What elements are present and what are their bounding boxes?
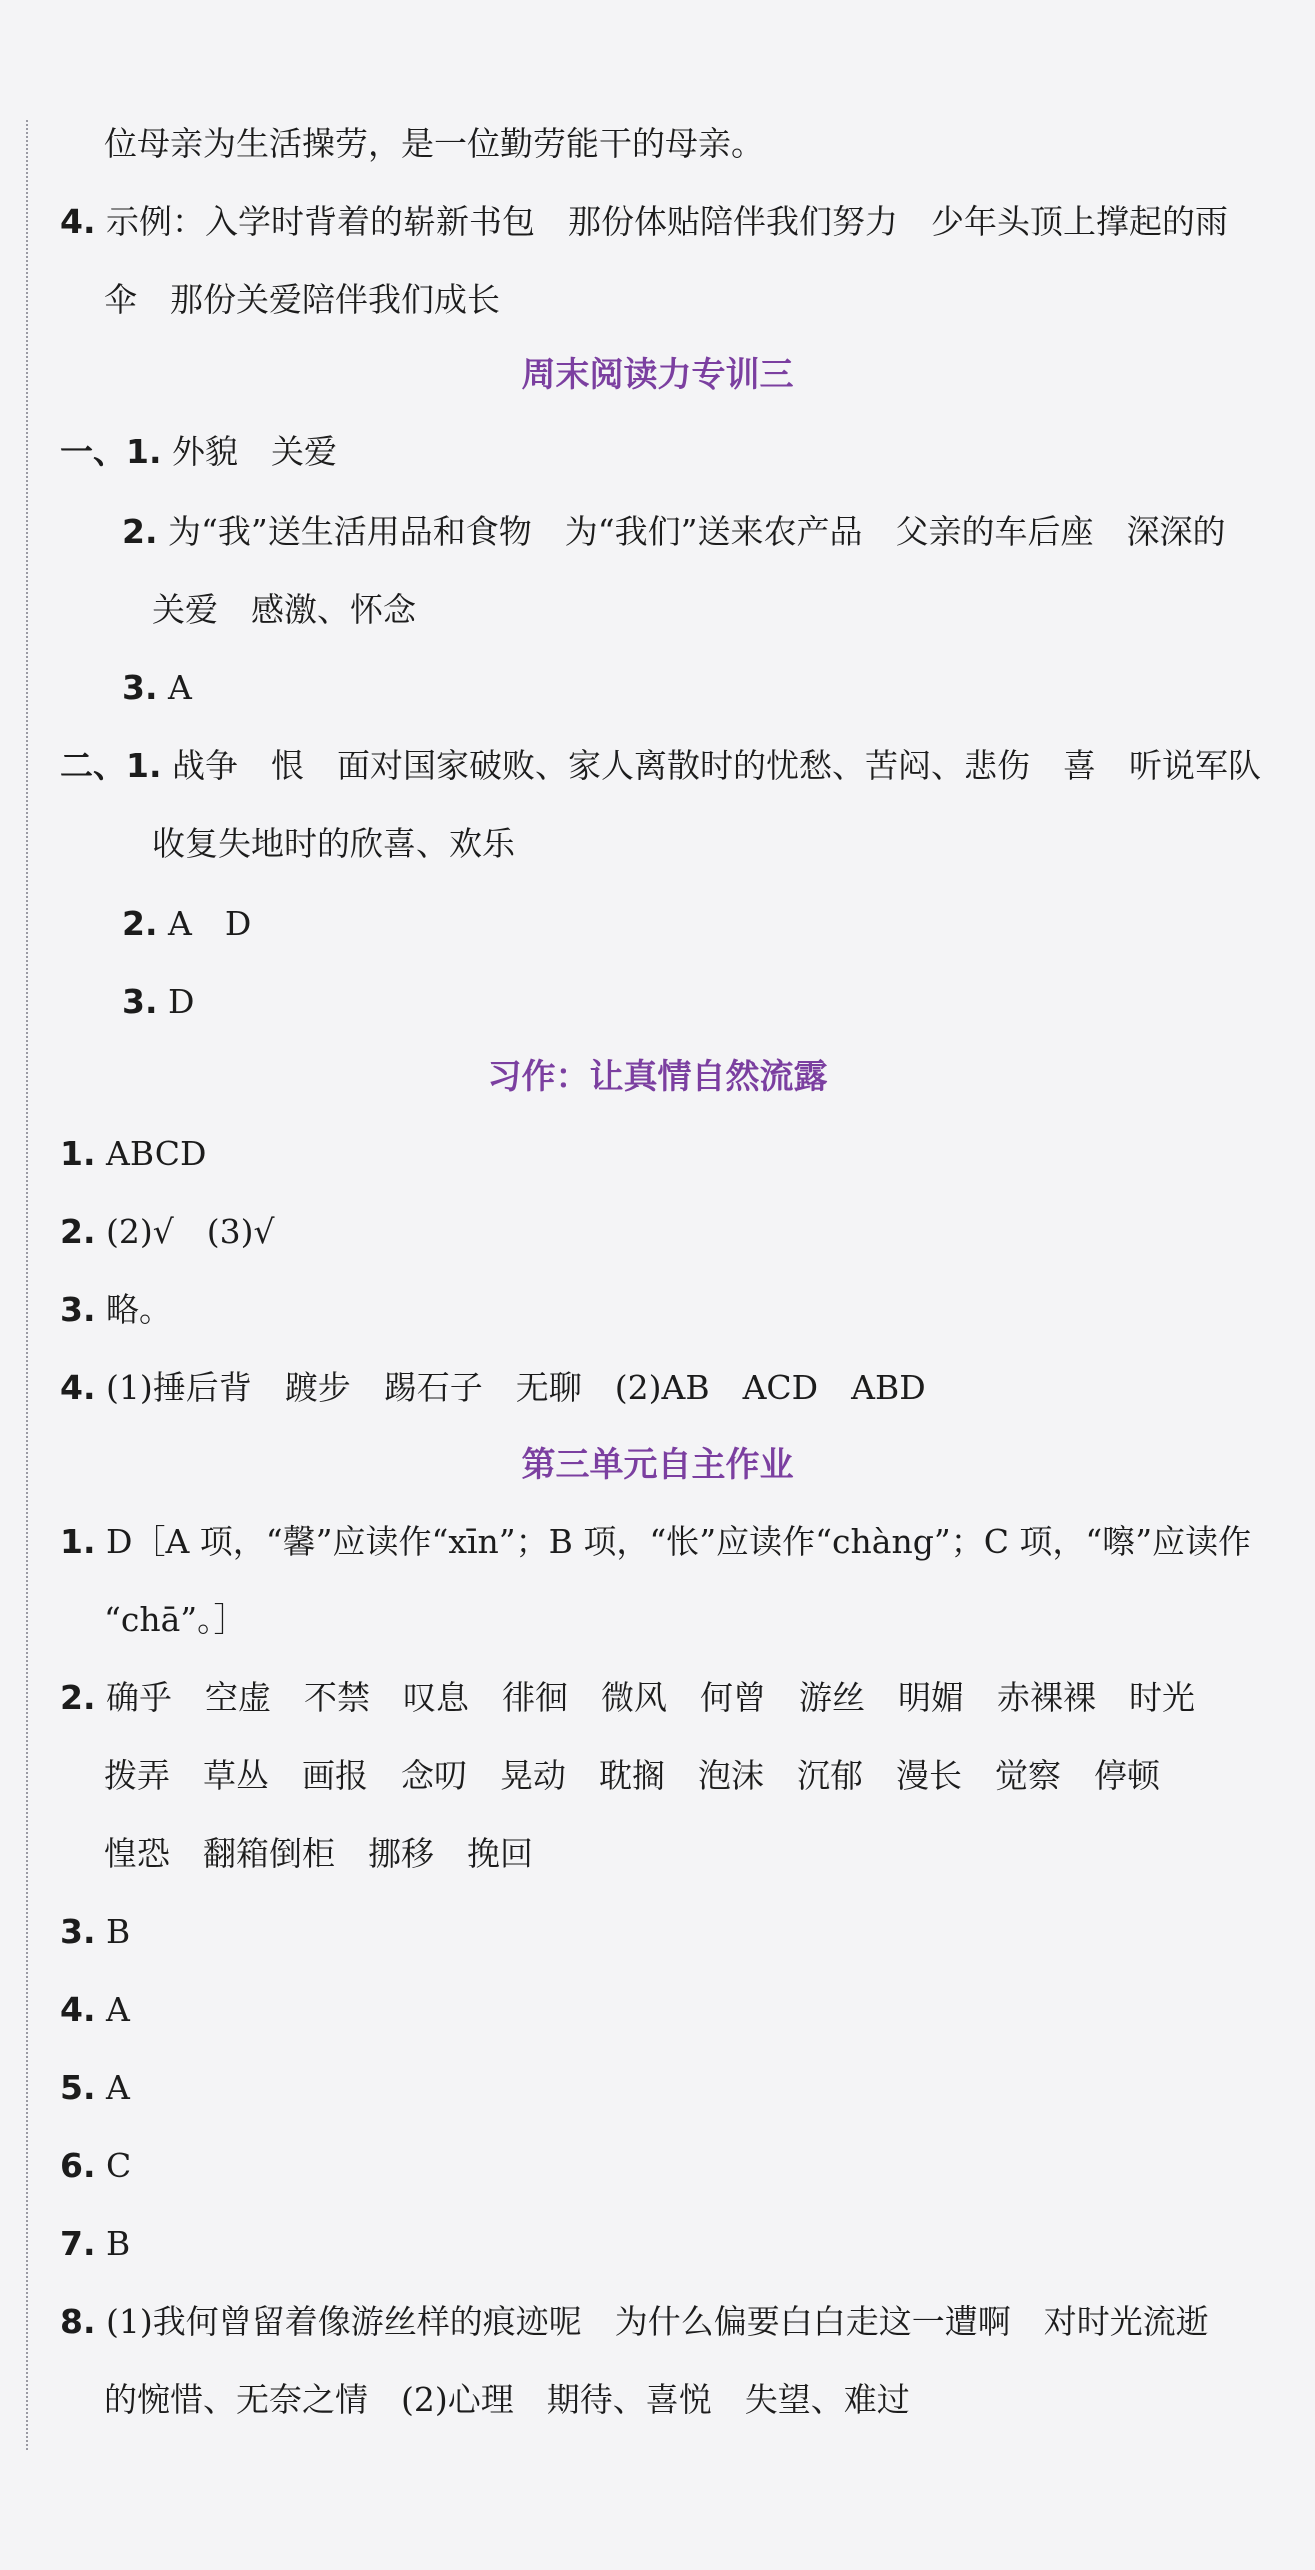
answer-text: 收复失地时的欣喜、欢乐 xyxy=(152,824,515,863)
question-number: 2. xyxy=(122,512,158,551)
answer-text: 为“我”送生活用品和食物 为“我们”送来农产品 父亲的车后座 深深的 xyxy=(168,512,1226,551)
answer-text: 拨弄 草丛 画报 念叨 晃动 耽搁 泡沫 沉郁 漫长 觉察 停顿 xyxy=(104,1756,1160,1795)
answer-line xyxy=(60,1522,1251,1562)
question-number: 4. xyxy=(60,1368,96,1407)
answer-line xyxy=(60,432,337,472)
answer-line xyxy=(60,2302,1209,2342)
answer-line xyxy=(60,202,1228,242)
answer-line xyxy=(60,1678,1195,1718)
answer-text: C xyxy=(106,2146,132,2185)
section-heading: 第三单元自主作业 xyxy=(521,1445,794,1485)
answer-text: 伞 那份关爱陪伴我们成长 xyxy=(104,280,500,319)
answer-text: 位母亲为生活操劳，是一位勤劳能干的母亲。 xyxy=(104,124,764,163)
answer-text: A xyxy=(106,1990,130,2029)
answer-text: B xyxy=(106,1912,131,1951)
question-number: 2. xyxy=(60,1678,96,1717)
answer-text: D［A 项，“馨”应读作“xīn”；B 项，“怅”应读作“chàng”；C 项，“嚓”应读作 xyxy=(106,1522,1252,1561)
answer-text: A xyxy=(106,2068,130,2107)
answer-line xyxy=(122,512,1225,552)
answer-line xyxy=(60,1134,206,1174)
question-number: 1. xyxy=(60,1134,96,1173)
answer-line xyxy=(104,124,764,164)
section-heading: 周末阅读力专训三 xyxy=(521,355,794,395)
question-number: 3. xyxy=(122,982,158,1021)
answer-line xyxy=(122,904,251,944)
answer-line xyxy=(122,982,194,1022)
answer-line xyxy=(104,1600,247,1640)
answer-text: B xyxy=(106,2224,131,2263)
question-number: 3. xyxy=(60,1912,96,1951)
answer-line xyxy=(60,1212,275,1252)
question-number: 4. xyxy=(60,1990,96,2029)
answer-text: 示例：入学时背着的崭新书包 那份体贴陪伴我们努力 少年头顶上撑起的雨 xyxy=(106,202,1228,241)
question-number: 2. xyxy=(122,904,158,943)
answer-line xyxy=(60,1990,130,2030)
answer-text: (1)捶后背 踱步 踢石子 无聊 (2)AB ACD ABD xyxy=(106,1368,926,1407)
answer-text: A D xyxy=(168,904,252,943)
answer-text: 外貌 关爱 xyxy=(172,432,337,471)
answer-text: (1)我何曾留着像游丝样的痕迹呢 为什么偏要白白走这一遭啊 对时光流逝 xyxy=(106,2302,1209,2341)
answer-line xyxy=(122,668,192,708)
question-number: 1. xyxy=(60,1522,96,1561)
answer-text: D xyxy=(168,982,195,1021)
answer-text: 战争 恨 面对国家破败、家人离散时的忧愁、苦闷、悲伤 喜 听说军队 xyxy=(172,746,1261,785)
question-number: 一、1. xyxy=(60,432,162,471)
answer-line xyxy=(60,1368,926,1408)
answer-text: 惶恐 翻箱倒柜 挪移 挽回 xyxy=(104,1834,533,1873)
question-number: 3. xyxy=(122,668,158,707)
answer-text: 关爱 感激、怀念 xyxy=(152,590,416,629)
question-number: 8. xyxy=(60,2302,96,2341)
answer-line xyxy=(152,824,515,864)
answer-line xyxy=(60,746,1261,786)
answer-text: 的惋惜、无奈之情 (2)心理 期待、喜悦 失望、难过 xyxy=(104,2380,910,2419)
answer-line xyxy=(152,590,416,630)
answer-line xyxy=(104,1834,533,1874)
answer-text: 略。 xyxy=(106,1290,172,1329)
answer-text: ABCD xyxy=(106,1134,207,1173)
answer-line xyxy=(104,1756,1160,1796)
question-number: 二、1. xyxy=(60,746,162,785)
question-number: 7. xyxy=(60,2224,96,2263)
question-number: 3. xyxy=(60,1290,96,1329)
binding-margin-line xyxy=(26,120,28,2450)
answer-line xyxy=(60,2224,130,2264)
answer-text: A xyxy=(168,668,192,707)
answer-line xyxy=(104,280,500,320)
answer-line xyxy=(60,1912,130,1952)
question-number: 2. xyxy=(60,1212,96,1251)
answer-line xyxy=(60,2146,131,2186)
answer-text: 确乎 空虚 不禁 叹息 徘徊 微风 何曾 游丝 明媚 赤裸裸 时光 xyxy=(106,1678,1195,1717)
answer-line xyxy=(60,2068,130,2108)
answer-line xyxy=(104,2380,910,2420)
question-number: 6. xyxy=(60,2146,96,2185)
answer-text: “chā”。］ xyxy=(104,1600,247,1639)
question-number: 5. xyxy=(60,2068,96,2107)
question-number: 4. xyxy=(60,202,96,241)
answer-text: (2)√ (3)√ xyxy=(106,1212,275,1251)
section-heading: 习作：让真情自然流露 xyxy=(487,1057,828,1097)
answer-line xyxy=(60,1290,172,1330)
